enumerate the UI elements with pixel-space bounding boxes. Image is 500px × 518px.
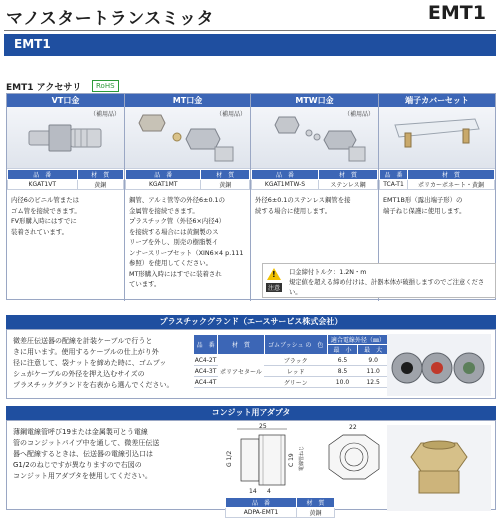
desc-line: 内径6のビニル管または	[11, 196, 79, 204]
accessory-title: EMT1 アクセサリ	[6, 83, 82, 93]
vt-part-table	[7, 169, 124, 190]
desc-line: シュがケーブルの外径を押え込むサイズの	[13, 370, 145, 378]
cell-material: ポリアセタール	[218, 355, 265, 388]
mt-description	[125, 190, 250, 295]
conduit-thread-label: 電線管ねじ	[299, 445, 305, 471]
desc-line: コンジット用アダプタを使用してください。	[13, 472, 152, 480]
desc-line: MT形購入時にはすでに装着され	[129, 269, 222, 278]
desc-line: 装着されています。	[11, 227, 69, 236]
th-part: 品 番	[126, 170, 201, 180]
th-material: 材 質	[77, 170, 123, 180]
col-head: 端子カバーセット	[379, 94, 495, 107]
desc-line: 参照）を使用してください。	[129, 259, 213, 267]
cell-min: 8.5	[327, 366, 358, 377]
section-banner: EMT1	[4, 34, 496, 56]
desc-line: 器へ配線するときは、伝送器の電線引込口は	[13, 450, 153, 458]
adapter-section	[6, 420, 496, 517]
th-material: 材 質	[201, 170, 250, 180]
terminal-cover-description	[379, 190, 495, 221]
adapter-photo	[387, 425, 491, 511]
adapter-description	[13, 427, 191, 482]
terminal-cover-material: ポリカーボネート・黄銅	[408, 180, 495, 190]
desc-line: 微差圧伝送器の配線を計装ケーブルで行うと	[13, 337, 153, 345]
terminal-cover-part-table	[379, 169, 495, 190]
desc-line: ンナースリーブセット（XIN6×4 p.111	[129, 248, 244, 257]
desc-line: ゴム管を接続できます。	[11, 206, 81, 215]
col-head: MT口金	[125, 94, 250, 107]
cell-min: 10.0	[327, 377, 358, 388]
dim-c19: C 19	[288, 453, 295, 467]
caution-text	[289, 268, 484, 298]
desc-line: リーブを外し、別売の樹脂製イ	[129, 238, 219, 246]
dim-4: 4	[267, 488, 271, 495]
gland-icon	[387, 334, 491, 396]
cell-color: レッド	[264, 366, 327, 377]
mt-part: KGAT1MT	[126, 180, 201, 190]
col-head: VT口金	[7, 94, 124, 107]
th-material: 材 質	[218, 335, 265, 355]
vt-fitting-image	[7, 107, 124, 169]
vt-description	[7, 190, 124, 242]
accessory-mt	[125, 94, 251, 301]
gland-section-title: プラスチックグランド（エースサービス株式会社）	[6, 315, 496, 329]
mtw-part: KGAT1MTW-S	[252, 180, 319, 190]
desc-line: 続する場合に使用します。	[255, 206, 332, 215]
caution-line: 規定値を超える締め付けは、計器本体が破損しますのでご注意くださ	[289, 279, 485, 286]
cell-max: 12.5	[358, 377, 389, 388]
mt-part-table	[125, 169, 250, 190]
dim-14: 14	[249, 488, 257, 495]
th-min: 最 小	[327, 345, 358, 355]
terminal-cover-icon	[379, 107, 495, 169]
caution-label: 注意	[268, 285, 281, 292]
terminal-cover-image	[379, 107, 495, 169]
caution-box	[262, 263, 496, 298]
desc-line: 外径6±0.1のステンレス鋼管を接	[255, 196, 351, 204]
cell-max: 11.0	[358, 366, 389, 377]
rohs-badge: RoHS	[92, 80, 119, 92]
mt-fitting-image	[125, 107, 250, 169]
mt-material: 黄銅	[201, 180, 250, 190]
header-divider	[4, 30, 496, 31]
spare-note: （補用品）	[215, 111, 246, 118]
th-part: 品 番	[380, 170, 408, 180]
gland-photo	[387, 334, 491, 396]
adapter-icon	[387, 425, 491, 511]
gland-section	[6, 329, 496, 399]
cell-part: AC4-4T	[194, 378, 217, 386]
th-part: 品 番	[252, 170, 319, 180]
caution-line: い。	[289, 289, 302, 296]
desc-line: 管のコンジットパイプ中を通して、微差圧伝送	[13, 439, 160, 447]
desc-line: 径に注意して、袋ナットを締めた時に、ゴムブッ	[13, 359, 167, 367]
cell-part: AC4-3T	[194, 367, 217, 375]
th-part: 品 番	[226, 498, 297, 508]
page-title: マノスタートランスミッタ	[6, 9, 214, 29]
spare-note: （補用品）	[343, 111, 374, 118]
spare-note: （補用品）	[89, 111, 120, 118]
desc-line: 端子ねじ保護に使用します。	[383, 206, 466, 215]
warning-mark: !	[272, 270, 276, 279]
adapter-material: 黄銅	[297, 508, 335, 518]
cell-min: 6.5	[327, 355, 358, 366]
th-material: 材 質	[408, 170, 495, 180]
model-code: EMT1	[427, 2, 486, 24]
dim-22: 22	[349, 424, 357, 431]
col-head: MTW口金	[251, 94, 378, 107]
desc-line: G1/2のねじですが異なりますので右図の	[13, 461, 142, 469]
desc-line: 薄鋼電線管呼び19または金属製可とう電線	[13, 428, 148, 436]
mtw-description	[251, 190, 378, 221]
adapter-part-table	[225, 497, 335, 518]
th-part: 品 番	[194, 335, 218, 355]
table-row	[194, 355, 389, 366]
adapter-section-title: コンジット用アダプタ	[6, 406, 496, 420]
th-cable-od: 適合電線外径（㎜）	[327, 335, 388, 345]
mtw-fitting-image	[251, 107, 378, 169]
desc-line: きに用います。使用するケーブルの仕上がり外	[13, 348, 159, 356]
cell-color: グリーン	[264, 377, 327, 388]
th-part: 品 番	[8, 170, 78, 180]
accessory-vt	[7, 94, 125, 301]
gland-description	[13, 336, 191, 391]
cell-color: ブラック	[264, 355, 327, 366]
caution-line: 口金締付トルク：1.2N・m	[289, 269, 367, 276]
th-max: 最 大	[358, 345, 389, 355]
th-material: 材 質	[297, 498, 335, 508]
gland-table	[193, 334, 389, 388]
desc-line: EMT1B形（露出端子形）の	[383, 196, 463, 204]
vt-material: 黄銅	[77, 180, 123, 190]
adapter-part: ADPA-EMT1	[226, 508, 297, 518]
desc-line: プラスチック管（外径6×内径4）	[129, 217, 226, 225]
desc-line: プラスチックグランドを右表から選んでください。	[13, 381, 174, 389]
th-material: 材 質	[319, 170, 378, 180]
mtw-material: ステンレス鋼	[319, 180, 378, 190]
dim-g12: G 1/2	[226, 450, 233, 467]
desc-line: を接続する場合には黄銅製のス	[129, 227, 219, 236]
vt-part: KGAT1VT	[8, 180, 78, 190]
desc-line: 金属管を接続できます。	[129, 206, 199, 215]
terminal-cover-part: TCA-T1	[380, 180, 408, 190]
desc-line: 鋼管、アルミ管等の外径6±0.1の	[129, 196, 226, 204]
mtw-part-table	[251, 169, 378, 190]
cell-part: AC4-2T	[194, 356, 217, 364]
cell-max: 9.0	[358, 355, 389, 366]
desc-line: FV形購入時にはすでに	[11, 217, 77, 225]
dim-25: 25	[259, 423, 267, 430]
th-bush-color: ゴムブッシュ の 色	[264, 335, 327, 355]
desc-line: ています。	[129, 280, 161, 288]
